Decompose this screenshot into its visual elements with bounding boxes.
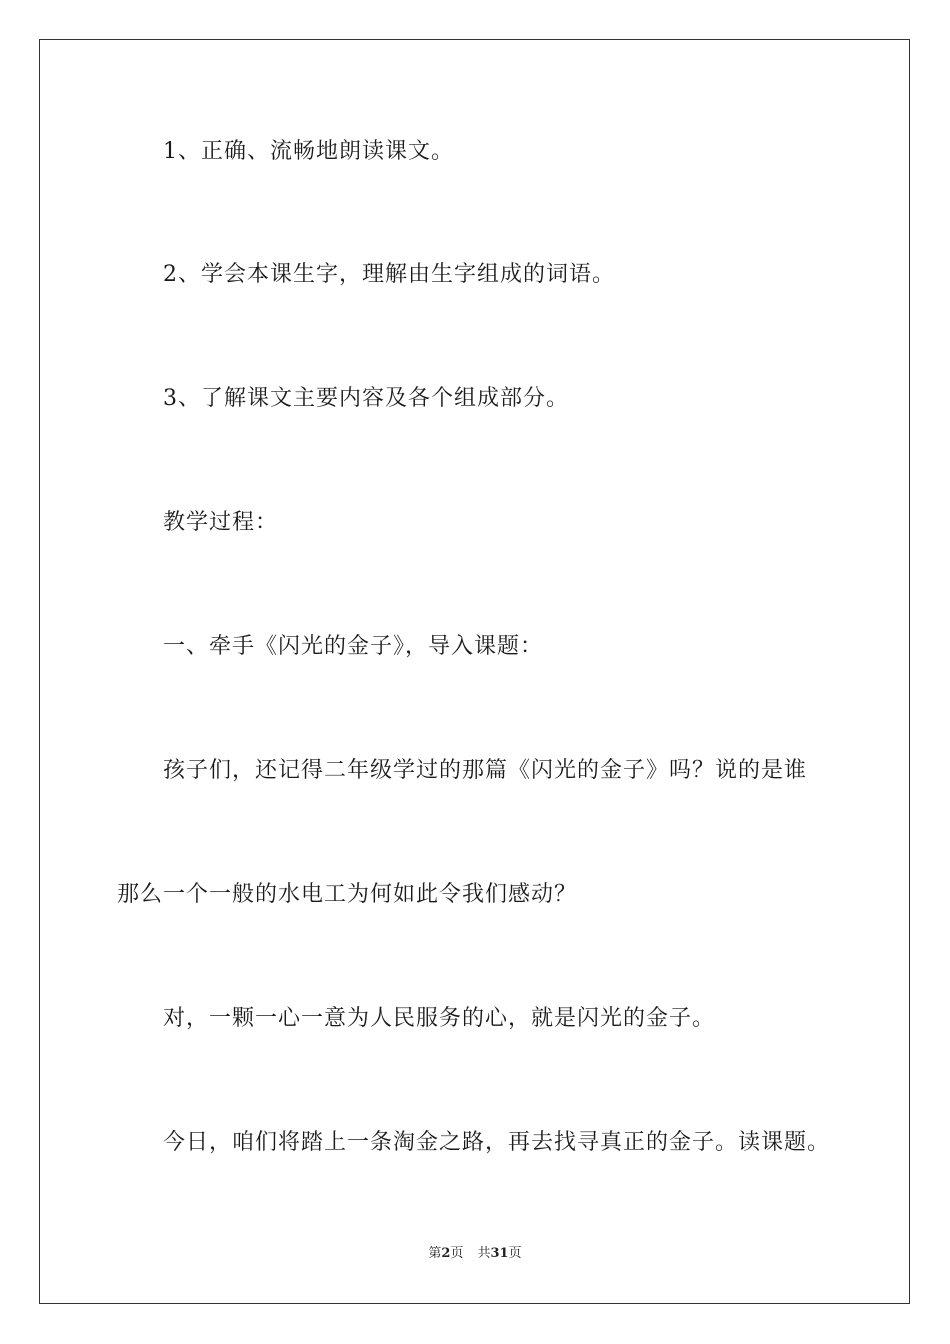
paragraph-question-line-1: 孩子们，还记得二年级学过的那篇《闪光的金子》吗？说的是谁 [163, 758, 808, 783]
page-prefix: 第 [428, 1246, 442, 1261]
step-1-heading: 一、牵手《闪光的金子》，导入课题： [163, 634, 544, 659]
total-pages: 31 [490, 1246, 509, 1261]
page-suffix: 页 [450, 1246, 464, 1261]
page-number: 2 [441, 1246, 451, 1261]
objective-3: 3、了解课文主要内容及各个组成部分。 [163, 386, 569, 411]
total-prefix: 共 [477, 1246, 491, 1261]
paragraph-question-line-2: 那么一个一般的水电工为何如此令我们感动？ [117, 882, 578, 907]
objective-2: 2、学会本课生字，理解由生字组成的词语。 [163, 262, 615, 287]
total-suffix: 页 [508, 1246, 522, 1261]
objective-1: 1、正确、流畅地朗读课文。 [163, 139, 454, 164]
paragraph-read-title: 今日，咱们将踏上一条淘金之路，再去找寻真正的金子。读课题。 [163, 1130, 831, 1155]
page-footer [0, 1245, 950, 1263]
section-heading-teaching-process: 教学过程： [163, 510, 279, 535]
page-border [39, 39, 910, 1304]
paragraph-answer: 对，一颗一心一意为人民服务的心，就是闪光的金子。 [163, 1006, 716, 1031]
